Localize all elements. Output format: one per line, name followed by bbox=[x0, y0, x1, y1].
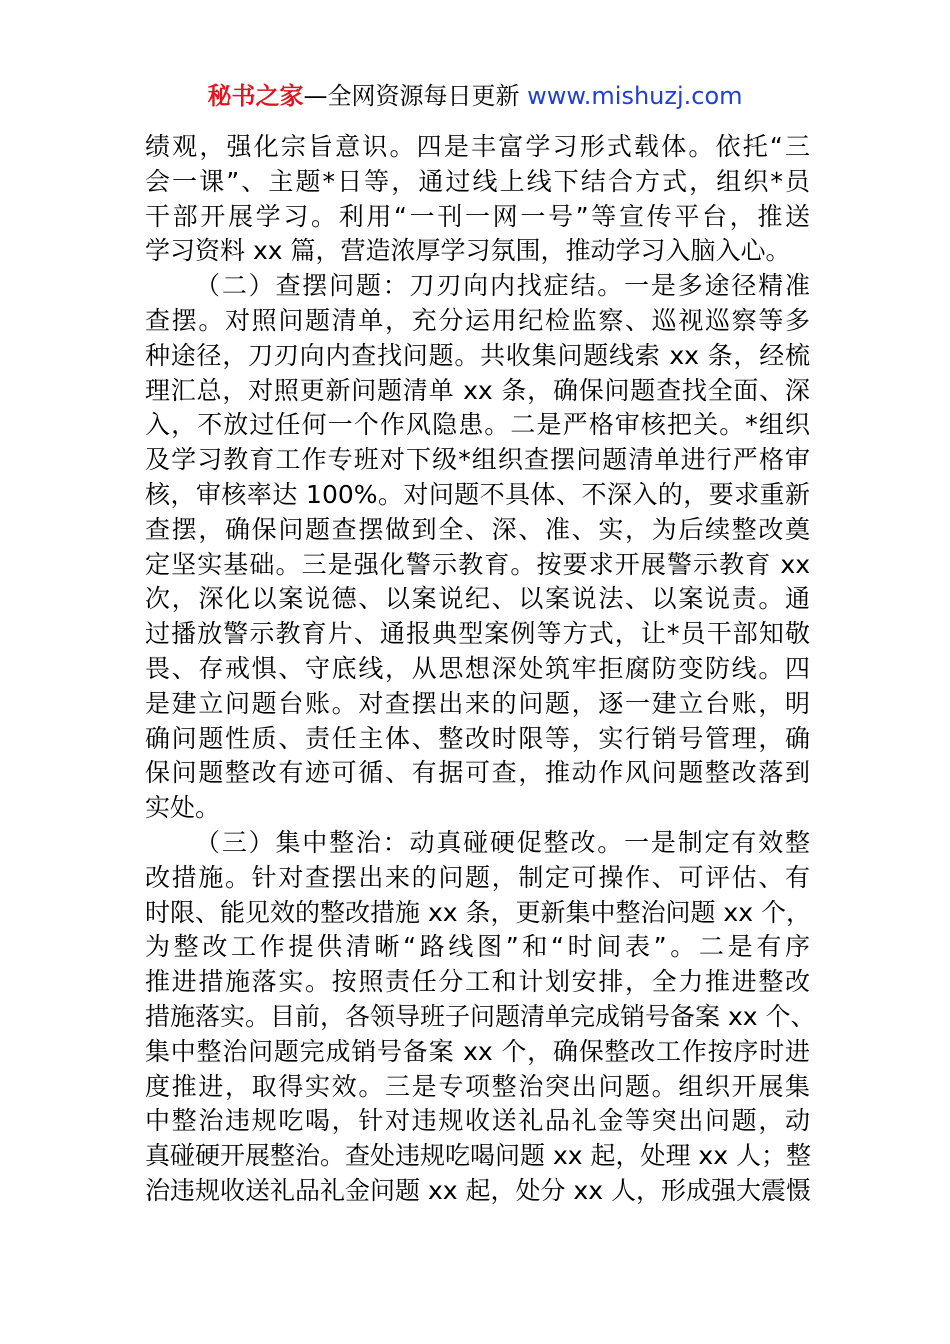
body-text-line: 次，深化以案说德、以案说纪、以案说法、以案说责。通 bbox=[145, 584, 810, 614]
body-text-line: 措施落实。目前，各领导班子问题清单完成销号备案 xx 个、 bbox=[145, 1001, 816, 1031]
section-heading-line: （三）集中整治：动真碰硬促整改。一是制定有效整 bbox=[195, 827, 810, 857]
body-text-line: 定坚实基础。三是强化警示教育。按要求开展警示教育 xx bbox=[145, 549, 810, 579]
body-text-line: 核，审核率达 100%。对问题不具体、不深入的，要求重新 bbox=[145, 479, 810, 509]
body-text-line: 度推进，取得实效。三是专项整治突出问题。组织开展集 bbox=[145, 1071, 810, 1101]
body-text-line: 种途径，刀刃向内查找问题。共收集问题线索 xx 条，经梳 bbox=[145, 340, 810, 370]
body-text-line: 过播放警示教育片、通报典型案例等方式，让*员干部知敬 bbox=[145, 619, 810, 649]
body-text-line: 及学习教育工作专班对下级*组织查摆问题清单进行严格审 bbox=[145, 445, 810, 475]
body-text-line: 推进措施落实。按照责任分工和计划安排，全力推进整改 bbox=[145, 967, 810, 997]
body-text-line: 确问题性质、责任主体、整改时限等，实行销号管理，确 bbox=[145, 723, 810, 753]
body-text-line: 学习资料 xx 篇，营造浓厚学习氛围，推动学习入脑入心。 bbox=[145, 236, 791, 266]
body-text-line: 治违规收送礼品礼金问题 xx 起，处分 xx 人，形成强大震慑 bbox=[145, 1175, 811, 1205]
body-text-line: 保问题整改有迹可循、有据可查，推动作风问题整改落到 bbox=[145, 758, 810, 788]
document-body bbox=[145, 130, 816, 1209]
body-text-line: 入，不放过任何一个作风隐患。二是严格审核把关。*组织 bbox=[145, 410, 810, 440]
body-text-line: 集中整治问题完成销号备案 xx 个，确保整改工作按序时进 bbox=[145, 1036, 810, 1066]
section-heading-line: （二）查摆问题：刀刃向内找症结。一是多途径精准 bbox=[195, 271, 810, 301]
body-text-line: 绩观，强化宗旨意识。四是丰富学习形式载体。依托“三 bbox=[145, 132, 810, 161]
header-tagline: —全网资源每日更新 bbox=[303, 82, 520, 110]
body-text-line: 理汇总，对照更新问题清单 xx 条，确保问题查找全面、深 bbox=[145, 375, 810, 405]
body-text-line: 实处。 bbox=[145, 793, 221, 823]
body-text-line: 干部开展学习。利用“一刊一网一号”等宣传平台，推送 bbox=[145, 201, 810, 231]
header-url[interactable]: www.mishuzj.com bbox=[527, 82, 743, 110]
header-brand: 秘书之家 bbox=[207, 82, 304, 110]
body-text-line: 真碰硬开展整治。查处违规吃喝问题 xx 起，处理 xx 人；整 bbox=[145, 1141, 811, 1171]
body-text-line: 改措施。针对查摆出来的问题，制定可操作、可评估、有 bbox=[145, 862, 810, 892]
body-text-line: 查摆。对照问题清单，充分运用纪检监察、巡视巡察等多 bbox=[145, 305, 810, 335]
body-text-line: 是建立问题台账。对查摆出来的问题，逐一建立台账，明 bbox=[145, 688, 810, 718]
page-header bbox=[0, 80, 950, 112]
body-text-line: 畏、存戒惧、守底线，从思想深处筑牢拒腐防变防线。四 bbox=[145, 653, 810, 683]
body-text-line: 时限、能见效的整改措施 xx 条，更新集中整治问题 xx 个， bbox=[145, 897, 811, 927]
body-text-line: 中整治违规吃喝，针对违规收送礼品礼金等突出问题，动 bbox=[145, 1106, 810, 1136]
body-text-line: 为整改工作提供清晰“路线图”和“时间表”。二是有序 bbox=[145, 932, 810, 962]
body-text-line: 查摆，确保问题查摆做到全、深、准、实，为后续整改奠 bbox=[145, 514, 810, 544]
body-text-line: 会一课”、主题*日等，通过线上线下结合方式，组织*员 bbox=[145, 166, 810, 196]
